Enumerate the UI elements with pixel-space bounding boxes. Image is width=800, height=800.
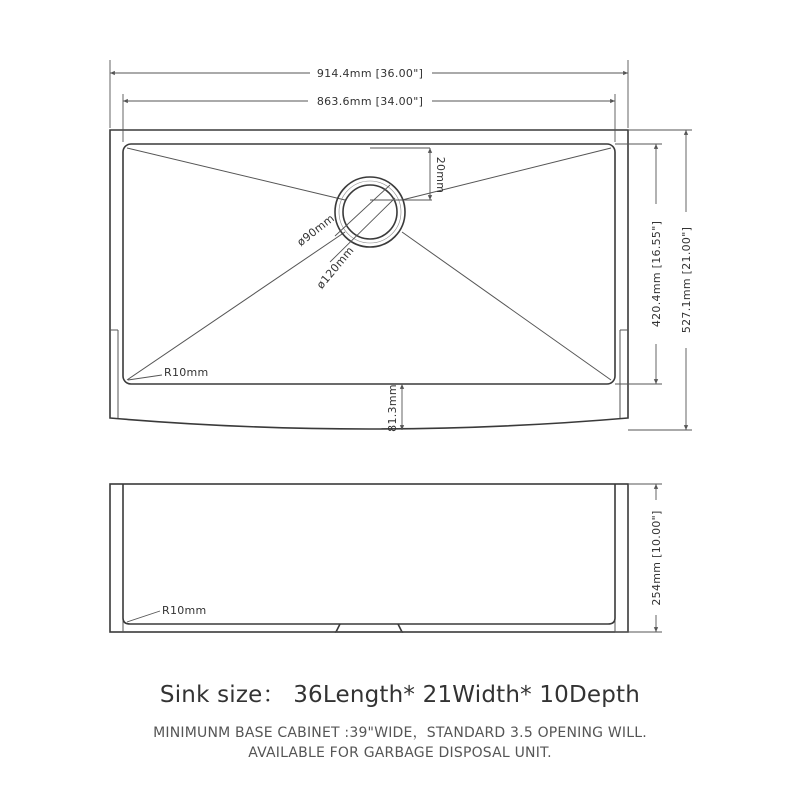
height-label: 254mm [10.00"] bbox=[650, 510, 663, 606]
outer-depth-label: 527.1mm [21.00"] bbox=[680, 226, 693, 334]
drain-inner-ring bbox=[343, 185, 397, 239]
outer-width-label: 914.4mm [36.00"] bbox=[316, 67, 424, 80]
disposal-note: AVAILABLE FOR GARBAGE DISPOSAL UNIT. bbox=[248, 745, 552, 761]
drain-mid-ring bbox=[339, 181, 401, 243]
sink-size-title: Sink size： 36Length* 21Width* 10Depth bbox=[159, 682, 641, 708]
slope-line-bl bbox=[127, 232, 345, 380]
inner-basin bbox=[123, 144, 615, 384]
front-basin-profile bbox=[123, 484, 615, 624]
drain-inner-label: ø90mm bbox=[294, 211, 338, 249]
front-drain-stub bbox=[336, 624, 402, 632]
front-view bbox=[110, 484, 663, 632]
front-radius-label: R10mm bbox=[162, 604, 207, 617]
front-radius-leader bbox=[127, 611, 160, 622]
corner-radius-label: R10mm bbox=[164, 366, 209, 379]
slope-line-tr bbox=[402, 148, 611, 200]
cabinet-note: MINIMUNM BASE CABINET :39"WIDE，STANDARD 3.5 OPENING WILL. bbox=[153, 725, 647, 741]
top-view bbox=[110, 60, 693, 432]
inner-width-label: 863.6mm [34.00"] bbox=[316, 95, 424, 108]
slope-line-tl bbox=[127, 148, 345, 200]
apron-label: 81.3mm bbox=[386, 384, 399, 432]
drain-outer-label: ø120mm bbox=[313, 244, 357, 292]
drain-outer-ring bbox=[335, 177, 405, 247]
slope-line-br bbox=[402, 232, 611, 380]
drain-offset-label: 20mm bbox=[434, 156, 447, 194]
inner-depth-label: 420.4mm [16.55"] bbox=[650, 220, 663, 328]
